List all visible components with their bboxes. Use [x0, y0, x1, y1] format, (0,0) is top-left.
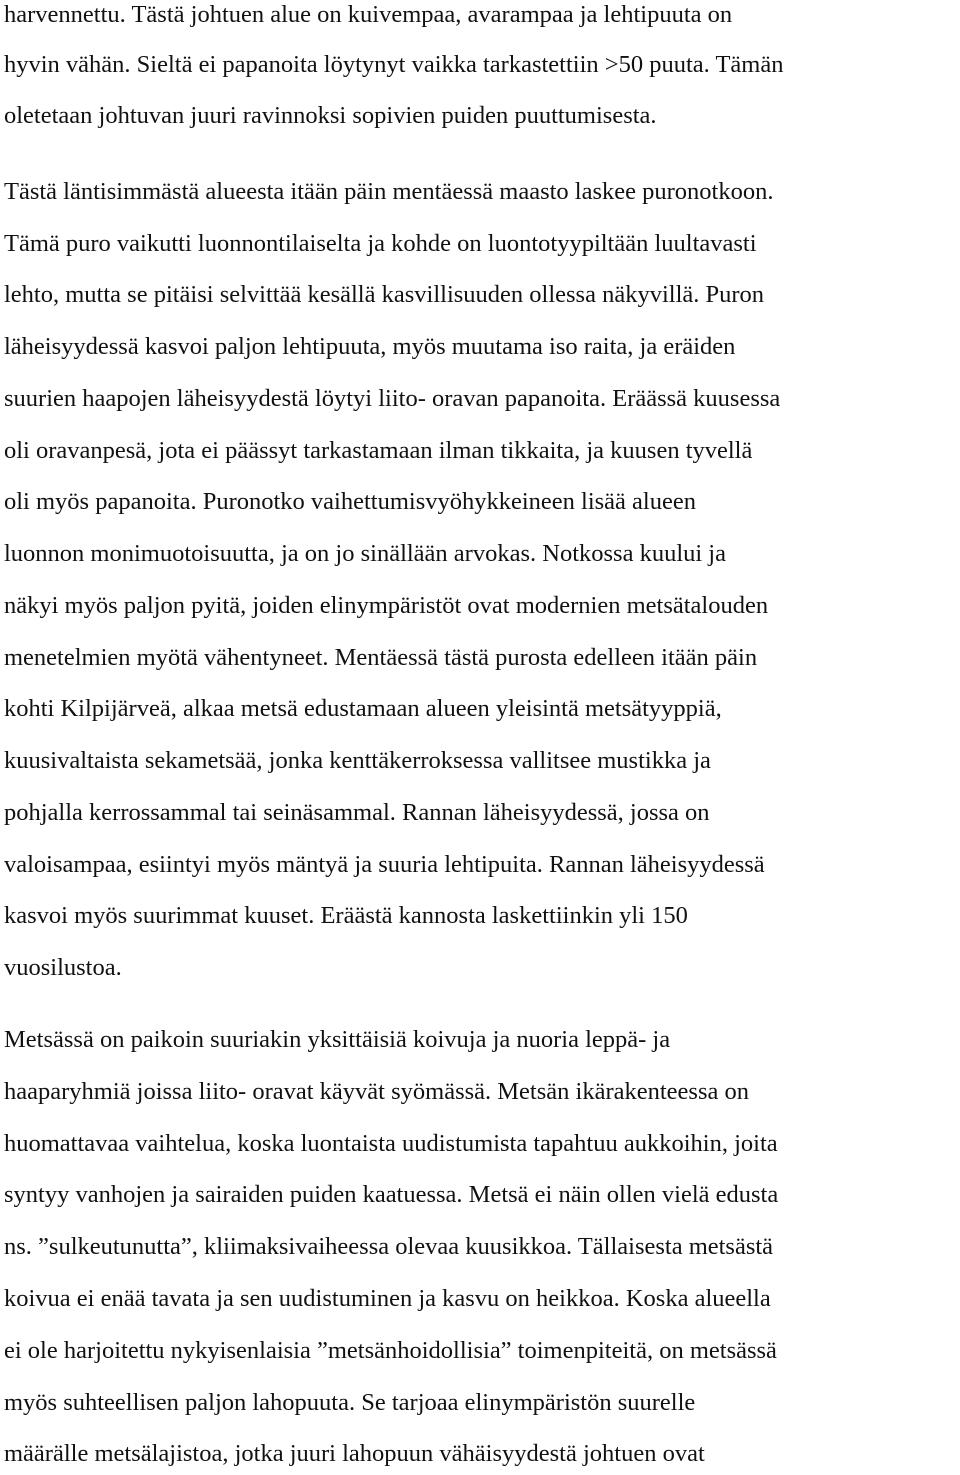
text-line: kuusivaltaista sekametsää, jonka kenttäkerroksessa vallitsee mustikka ja: [4, 747, 711, 774]
text-line: oletetaan johtuvan juuri ravinnoksi sopivien puiden puuttumisesta.: [4, 102, 657, 129]
text-line: määrälle metsälajistoa, jotka juuri lahopuun vähäisyydestä johtuen ovat: [4, 1440, 705, 1467]
text-line: näkyi myös paljon pyitä, joiden elinympäristöt ovat modernien metsätalouden: [4, 592, 769, 619]
text-line: Tästä läntisimmästä alueesta itään päin mentäessä maasto laskee puronotkoon.: [4, 178, 774, 205]
text-line: Tämä puro vaikutti luonnontilaiselta ja kohde on luontotyypiltään luultavasti: [4, 230, 757, 257]
text-line: Metsässä on paikoin suuriakin yksittäisiä koivuja ja nuoria leppä- ja: [4, 1026, 671, 1053]
text-line: myös suhteellisen paljon lahopuuta. Se tarjoaa elinympäristön suurelle: [4, 1389, 696, 1416]
text-line: valoisampaa, esiintyi myös mäntyä ja suuria lehtipuita. Rannan läheisyydessä: [4, 851, 765, 878]
text-line: kohti Kilpijärveä, alkaa metsä edustamaan alueen yleisintä metsätyyppiä,: [4, 695, 722, 722]
text-line: harvennettu. Tästä johtuen alue on kuivempaa, avarampaa ja lehtipuuta on: [4, 1, 733, 28]
text-line: menetelmien myötä vähentyneet. Mentäessä tästä purosta edelleen itään päin: [4, 644, 758, 671]
text-line: lehto, mutta se pitäisi selvittää kesällä kasvillisuuden ollessa näkyvillä. Puron: [4, 281, 765, 308]
text-line: haaparyhmiä joissa liito- oravat käyvät syömässä. Metsän ikärakenteessa on: [4, 1078, 749, 1105]
text-line: huomattavaa vaihtelua, koska luontaista uudistumista tapahtuu aukkoihin, joita: [4, 1130, 778, 1157]
text-line: luonnon monimuotoisuutta, ja on jo sinällään arvokas. Notkossa kuului ja: [4, 540, 726, 567]
text-line: pohjalla kerrossammal tai seinäsammal. Rannan läheisyydessä, jossa on: [4, 799, 710, 826]
text-line: läheisyydessä kasvoi paljon lehtipuuta, myös muutama iso raita, ja eräiden: [4, 333, 736, 360]
text-line: vuosilustoa.: [4, 954, 122, 981]
text-line: hyvin vähän. Sieltä ei papanoita löytynyt vaikka tarkastettiin >50 puuta. Tämän: [4, 51, 784, 78]
text-line: syntyy vanhojen ja sairaiden puiden kaatuessa. Metsä ei näin ollen vielä edusta: [4, 1181, 779, 1208]
text-line: ns. ”sulkeutunutta”, kliimaksivaiheessa olevaa kuusikkoa. Tällaisesta metsästä: [4, 1233, 774, 1260]
text-line: ei ole harjoitettu nykyisenlaisia ”metsänhoidollisia” toimenpiteitä, on metsässä: [4, 1337, 777, 1364]
text-line: suurien haapojen läheisyydestä löytyi liito- oravan papanoita. Eräässä kuusessa: [4, 385, 781, 412]
text-line: oli oravanpesä, jota ei päässyt tarkastamaan ilman tikkaita, ja kuusen tyvellä: [4, 437, 753, 464]
text-line: kasvoi myös suurimmat kuuset. Eräästä kannosta laskettiinkin yli 150: [4, 902, 688, 929]
text-line: koivua ei enää tavata ja sen uudistuminen ja kasvu on heikkoa. Koska alueella: [4, 1285, 771, 1312]
text-line: oli myös papanoita. Puronotko vaihettumisvyöhykkeineen lisää alueen: [4, 488, 696, 515]
